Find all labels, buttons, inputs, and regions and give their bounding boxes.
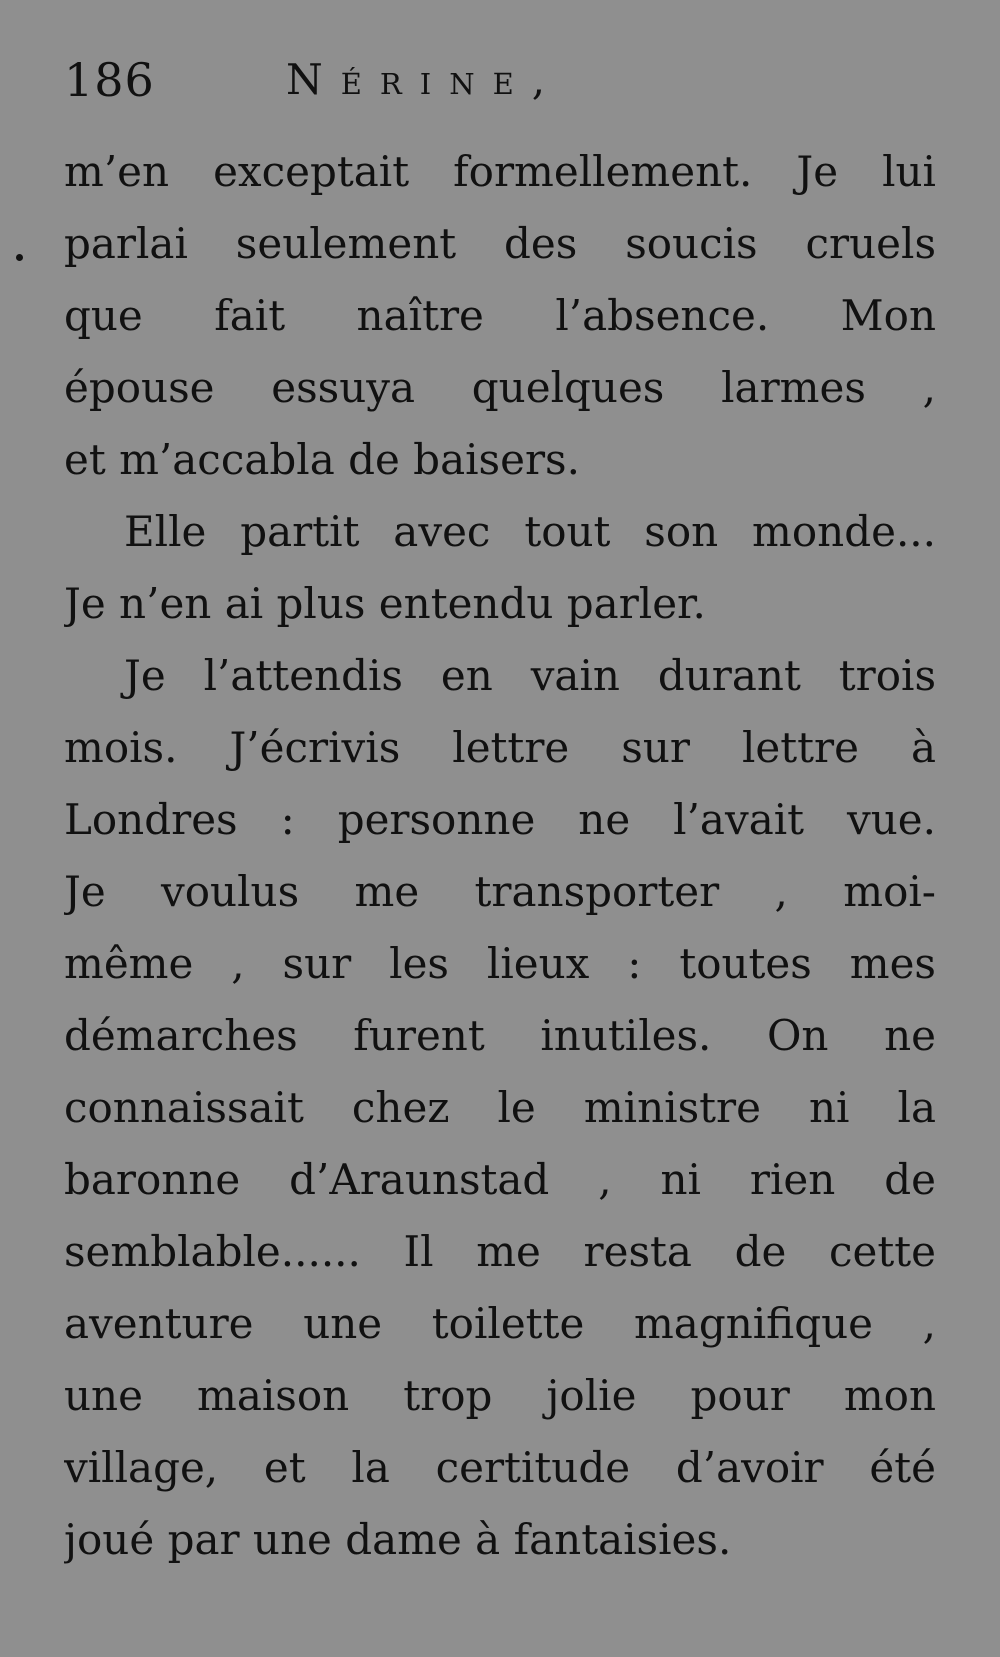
running-title: Nérine,	[286, 55, 564, 104]
text-line: m’en exceptait formellement. Je lui	[64, 147, 936, 196]
text-line: mois. J’écrivis lettre sur lettre à	[64, 723, 936, 772]
margin-mark	[16, 254, 23, 261]
text-line: joué par une dame à fantaisies.	[64, 1515, 732, 1564]
text-line: démarches furent inutiles. On ne	[64, 1011, 936, 1060]
text-line: que fait naître l’absence. Mon	[64, 291, 936, 340]
page-number: 186	[64, 53, 155, 107]
text-line: aventure une toilette magnifique ,	[64, 1299, 936, 1348]
text-line: connaissait chez le ministre ni la	[64, 1083, 936, 1132]
text-line: baronne d’Araunstad , ni rien de	[64, 1155, 936, 1204]
text-line: Je l’attendis en vain durant trois	[124, 651, 936, 700]
text-line: Je voulus me transporter , moi-	[64, 867, 936, 916]
text-line: parlai seulement des soucis cruels	[64, 219, 936, 268]
body-text	[64, 136, 936, 1576]
page-header	[64, 50, 944, 130]
text-line: et m’accabla de baisers.	[64, 435, 580, 484]
text-line: village, et la certitude d’avoir été	[64, 1443, 936, 1492]
text-line: une maison trop jolie pour mon	[64, 1371, 936, 1420]
text-line: épouse essuya quelques larmes ,	[64, 363, 936, 412]
text-line: Londres : personne ne l’avait vue.	[64, 795, 936, 844]
text-line: semblable...... Il me resta de cette	[64, 1227, 936, 1276]
text-line: même , sur les lieux : toutes mes	[64, 939, 936, 988]
text-line: Elle partit avec tout son monde...	[124, 507, 936, 556]
text-line: Je n’en ai plus entendu parler.	[64, 579, 706, 628]
